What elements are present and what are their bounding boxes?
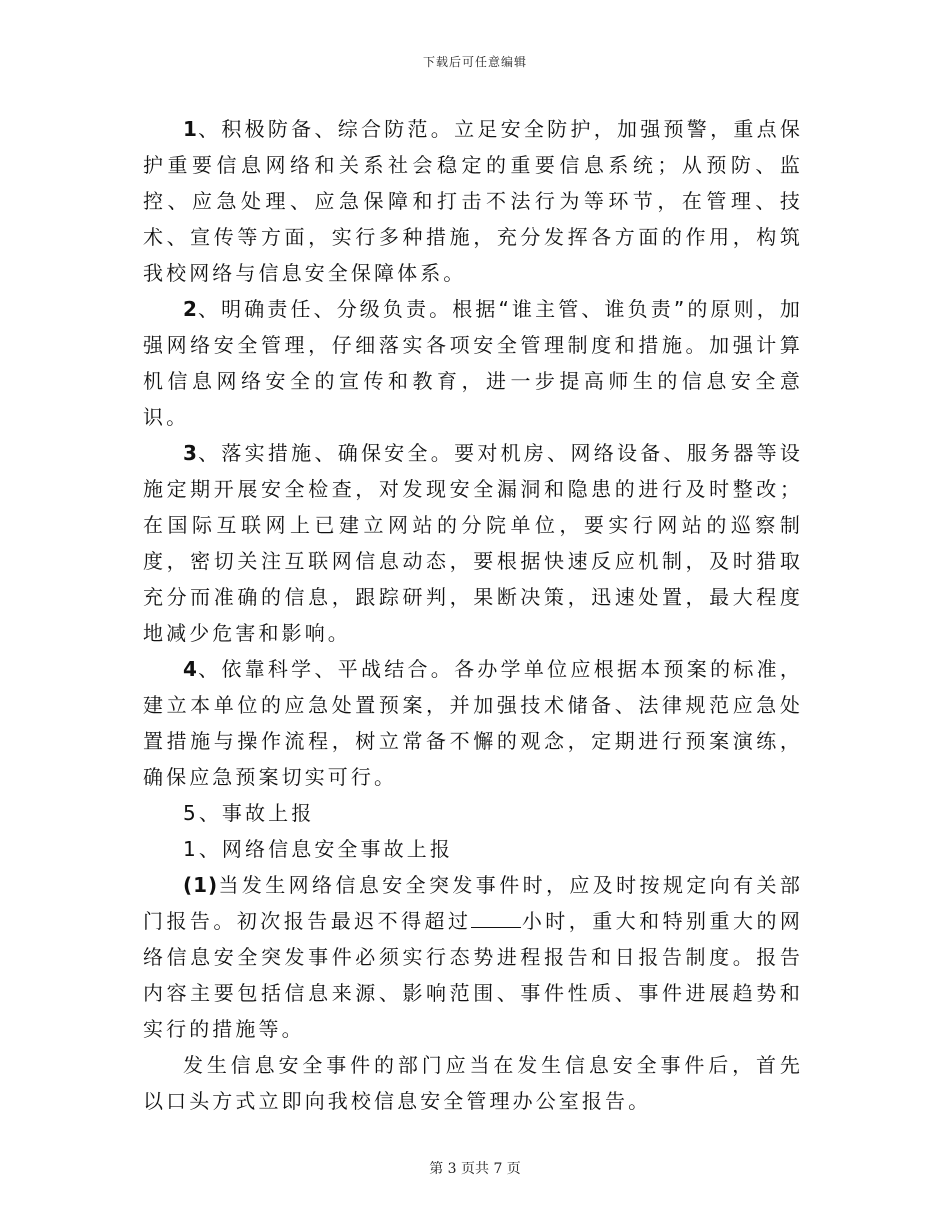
paragraph-1 xyxy=(143,111,803,291)
paragraph-report-text-a: 当发生网络信息安全突发事件时，应及时按规定向有关部门报告。初次报告最迟不得超过 xyxy=(143,873,803,933)
paragraph-1-text: 、积极防备、综合防范。立足安全防护，加强预警，重点保护重要信息网络和关系社会稳定的重要信息系统；从预防、监控、应急处理、应急保障和打击不法行为等环节，在管理、技术、宣传等方面，实行多种措施，充分发挥各方面的作用，构筑我校网络与信息安全保障体系。 xyxy=(143,117,803,285)
paragraph-2 xyxy=(143,291,803,435)
paragraph-4 xyxy=(143,651,803,795)
paragraph-report-text-b: 小时，重大和特别重大的网络信息安全突发事件必须实行态势进程报告和日报告制度。报告内容主要包括信息来源、影响范围、事件性质、事件进展趋势和实行的措施等。 xyxy=(143,909,804,1041)
paragraph-verbal-report: 发生信息安全事件的部门应当在发生信息安全事件后，首先以口头方式立即向我校信息安全管理办公室报告。 xyxy=(143,1053,803,1113)
paragraph-4-number: 4 xyxy=(183,657,198,681)
paragraph-2-number: 2 xyxy=(183,297,198,321)
paragraph-report-number: (1) xyxy=(183,873,219,897)
page-footer: 第 3 页共 7 页 xyxy=(429,1161,521,1177)
paragraph-3 xyxy=(143,435,803,651)
paragraph-1-number: 1 xyxy=(183,117,198,141)
paragraph-report xyxy=(143,867,803,1047)
page-header: 下载后可任意编辑 xyxy=(422,55,527,69)
paragraph-2-text: 、明确责任、分级负责。根据“谁主管、谁负责”的原则，加强网络安全管理，仔细落实各项安全管理制度和措施。加强计算机信息网络安全的宣传和教育，进一步提高师生的信息安全意识。 xyxy=(143,297,803,429)
paragraph-3-text: 、落实措施、确保安全。要对机房、网络设备、服务器等设施定期开展安全检查，对发现安全漏洞和隐患的进行及时整改；在国际互联网上已建立网站的分院单位，要实行网站的巡察制度，密切关注互联网信息动态，要根据快速反应机制，及时猎取充分而准确的信息，跟踪研判，果断决策，迅速处置，最大程度地减少危害和影响。 xyxy=(143,441,803,645)
paragraph-4-text: 、依靠科学、平战结合。各办学单位应根据本预案的标准，建立本单位的应急处置预案，并加强技术储备、法律规范应急处置措施与操作流程，树立常备不懈的观念，定期进行预案演练，确保应急预案切实可行。 xyxy=(143,657,803,789)
section-heading-1: 1、网络信息安全事故上报 xyxy=(183,837,453,861)
section-heading-5: 5、事故上报 xyxy=(183,801,315,825)
paragraph-3-number: 3 xyxy=(183,441,198,465)
document-body xyxy=(143,111,803,1119)
fill-in-blank xyxy=(471,909,521,928)
